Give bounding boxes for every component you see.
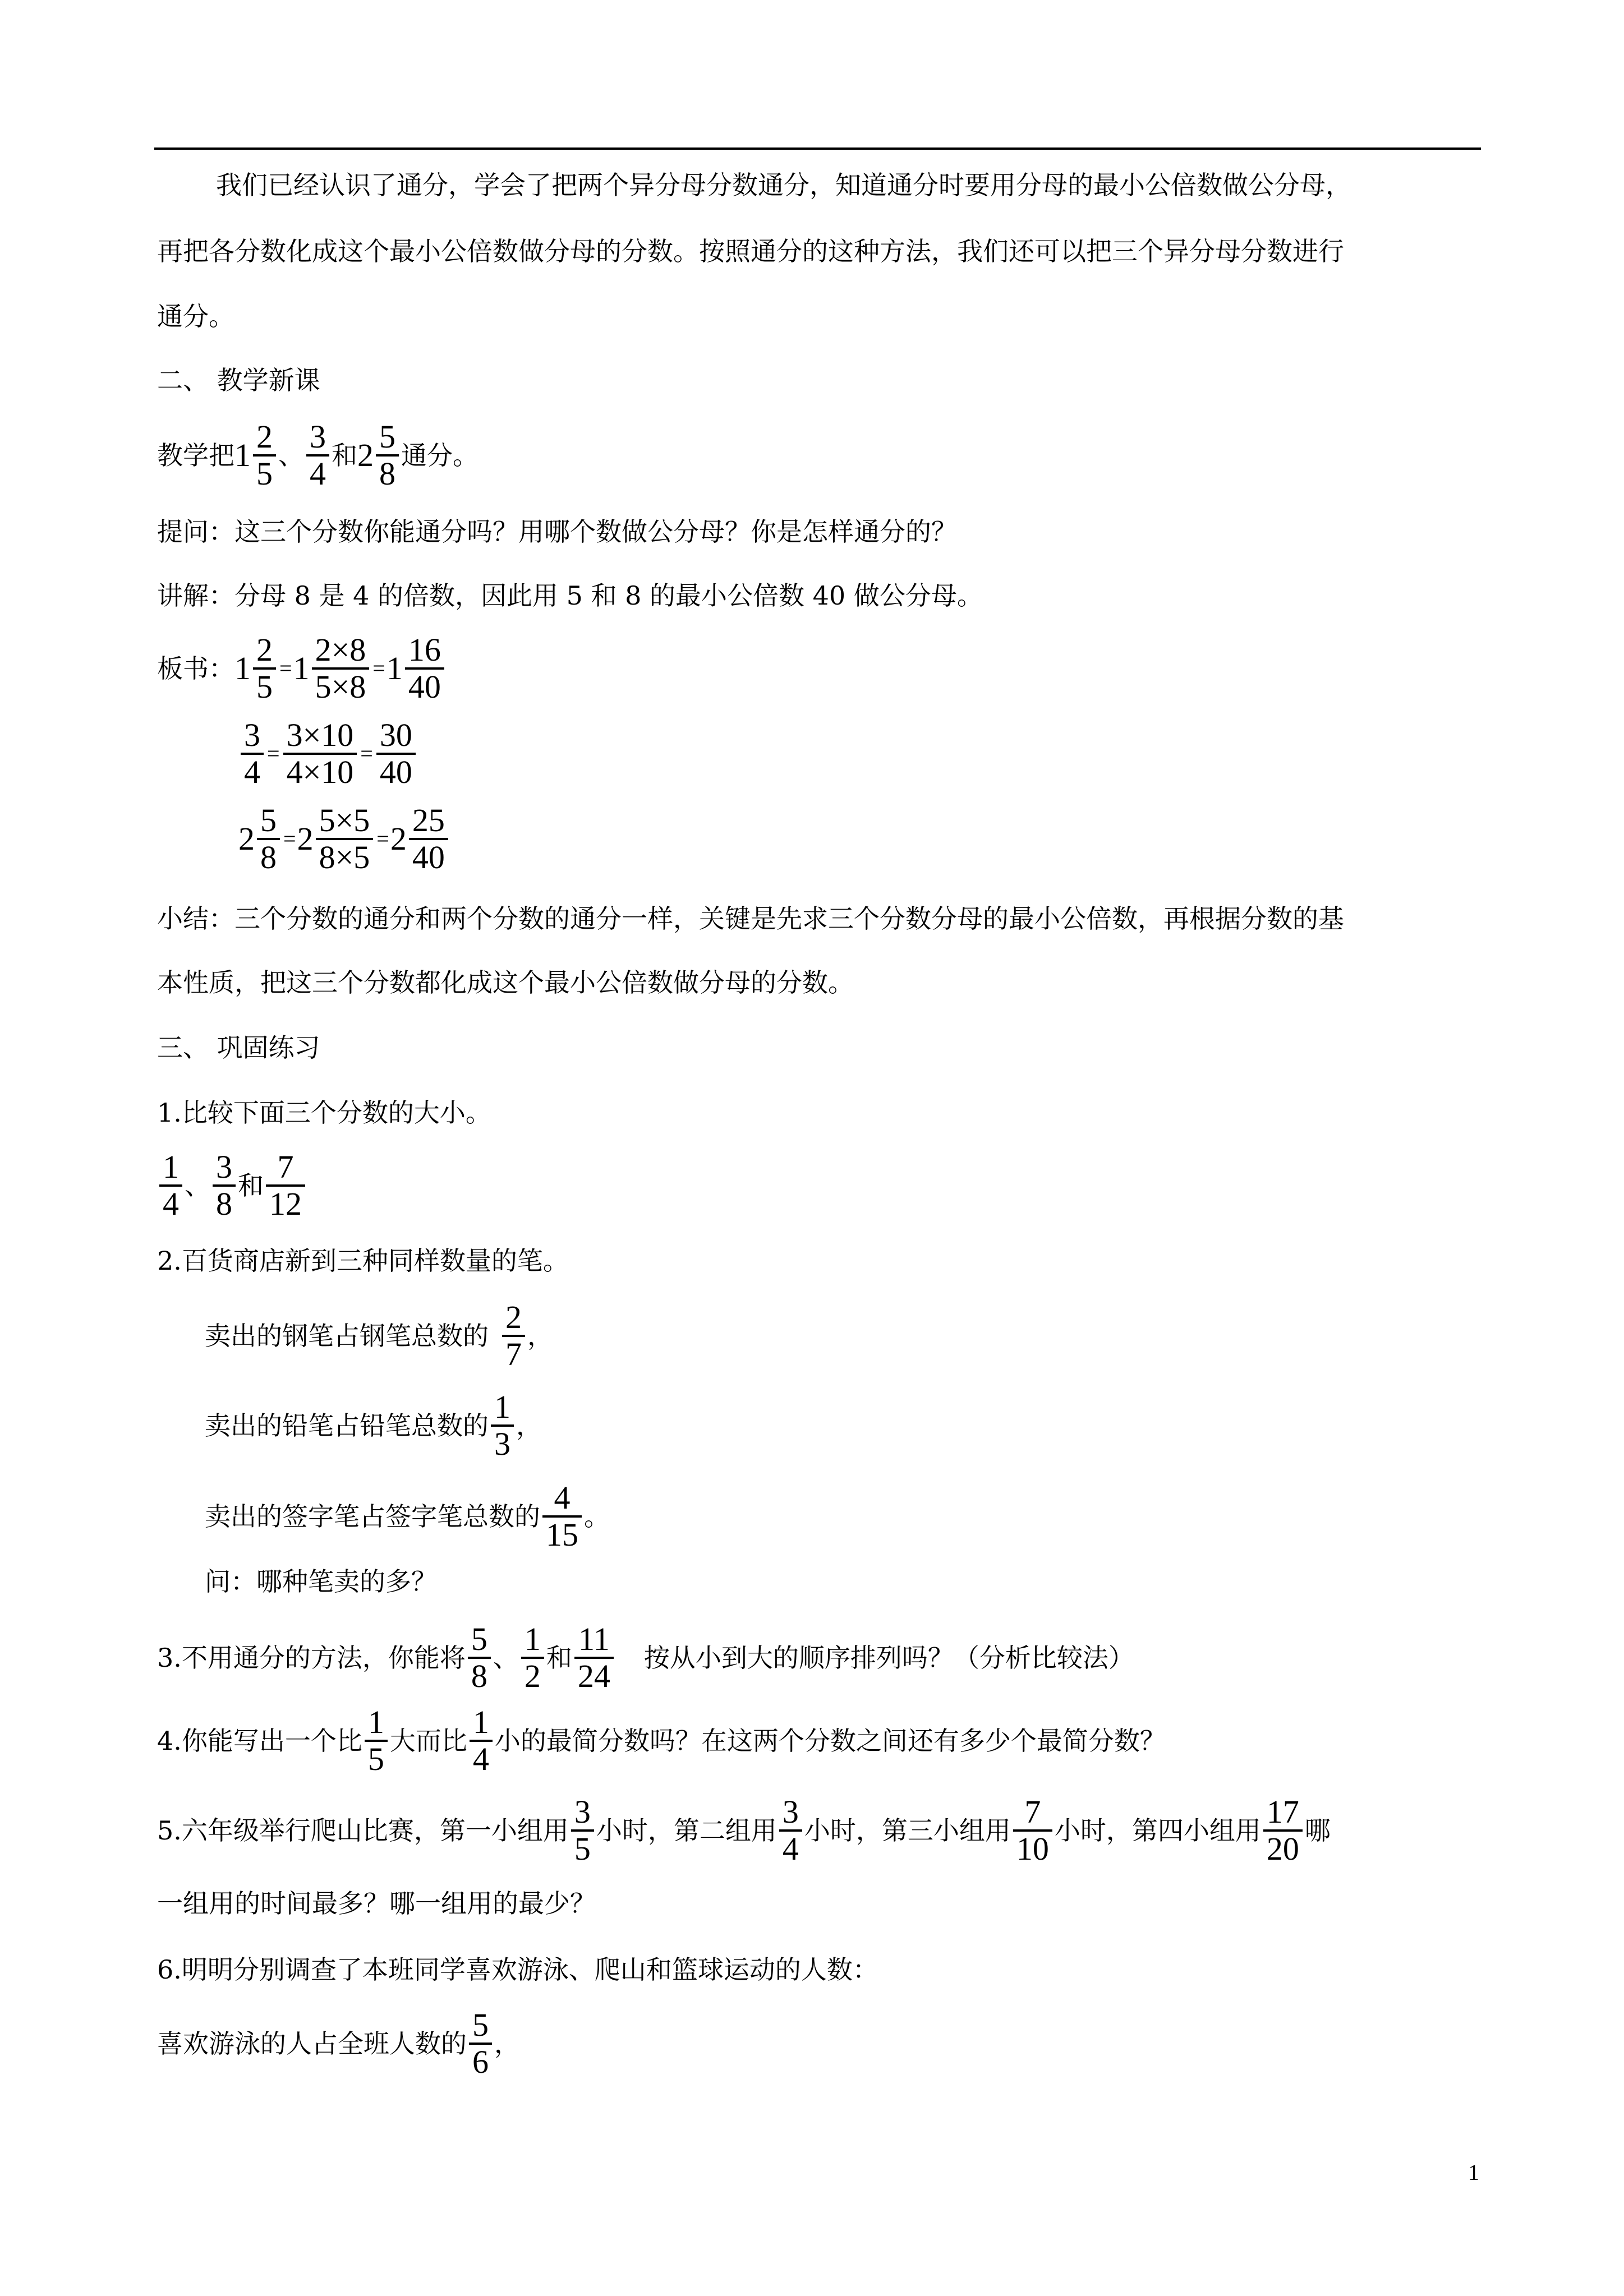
mixed-whole: 2 — [357, 437, 374, 473]
header-rule — [154, 147, 1481, 150]
exercise-2-question: 问：哪种笔卖的多？ — [205, 1566, 437, 1597]
page-number: 1 — [1468, 2160, 1479, 2185]
summary-line-1: 小结：三个分数的通分和两个分数的通分一样，关键是先求三个分数分母的最小公倍数，再根据分数的基 — [157, 903, 1344, 934]
exercise-1-text: 1.比较下面三个分数的大小。 — [157, 1098, 491, 1128]
exercise-6-text: 6.明明分别调查了本班同学喜欢游泳、爬山和篮球运动的人数： — [157, 1954, 878, 1985]
board-row-3: 2 $\frac{5}{8}$ = 2 $\frac{5\times 5}{8\times 5}$ = 2 25 40 — [238, 803, 450, 875]
intro-line-2: 再把各分数化成这个最小公倍数做分母的分数。按照通分的这种方法，我们还可以把三个异分母分数进行 — [157, 236, 1344, 266]
exercise-1-fractions: 1 4 、 3 8 和 7 12 — [157, 1150, 307, 1221]
fraction: 2 5 — [253, 419, 276, 491]
question-line: 提问：这三个分数你能通分吗？用哪个数做公分母？你是怎样通分的？ — [157, 517, 957, 547]
teach-prefix: 教学把 — [157, 440, 234, 471]
summary-line-2: 本性质，把这三个分数都化成这个最小公倍数做分母的分数。 — [157, 967, 854, 998]
board-label: 板书： — [157, 653, 234, 684]
exercise-2-pen: 卖出的钢笔占钢笔总数的 2 7 ， — [205, 1299, 553, 1372]
mixed-whole: 1 — [234, 437, 251, 473]
exercise-2-text: 2.百货商店新到三种同样数量的笔。 — [157, 1246, 569, 1276]
exercise-4: 4.你能写出一个比 1 5 大而比 1 4 小的最简分数吗？在这两个分数之间还有多少个最简分数？ — [157, 1704, 1166, 1777]
intro-line-1: 我们已经认识了通分，学会了把两个异分母分数通分，知道通分时要用分母的最小公倍数做公分母， — [216, 170, 1351, 200]
fraction: 5 8 — [376, 419, 399, 491]
section-heading-new-lesson: 二、 教学新课 — [157, 365, 320, 395]
exercise-6-swim: 喜欢游泳的人占全班人数的 5 6 ， — [157, 2007, 520, 2080]
teach-line: 教学把 1 2 5 、 3 4 和 2 5 8 通分。 — [157, 418, 479, 492]
board-row-2: $\frac{3}{4}$ = $\frac{3\times 10}{4\times 10}$ = $\frac{30}{40}$ — [238, 718, 418, 790]
exercise-3: 3.不用通分的方法，你能将 5 8 、 1 2 和 11 24 按从小到大的顺序排列吗？（分析比较法） — [157, 1621, 1134, 1694]
section-heading-practice: 三、 巩固练习 — [157, 1032, 320, 1063]
exercise-5-line-2: 一组用的时间最多？哪一组用的最少？ — [157, 1888, 596, 1919]
board-row-1: 板书： 1 $\frac{2}{5}$ = 1 $\frac{2\times 8}{5\times 8}$ = 1 16 40 — [157, 633, 447, 704]
intro-line-3: 通分。 — [157, 301, 234, 331]
fraction: 3 4 — [306, 419, 329, 491]
exercise-5-line-1: 5.六年级举行爬山比赛，第一小组用 3 5 小时，第二组用 3 4 小时，第三小组用 7 10 小时，第四小组用 17 20 哪 — [157, 1794, 1331, 1867]
exercise-2-signpen: 卖出的签字笔占签字笔总数的 4 15 。 — [205, 1479, 610, 1553]
exercise-2-pencil: 卖出的铅笔占铅笔总数的 1 3 ， — [205, 1389, 542, 1462]
explain-line: 讲解：分母 8 是 4 的倍数，因此用 5 和 8 的最小公倍数 40 做公分母。 — [157, 580, 983, 611]
